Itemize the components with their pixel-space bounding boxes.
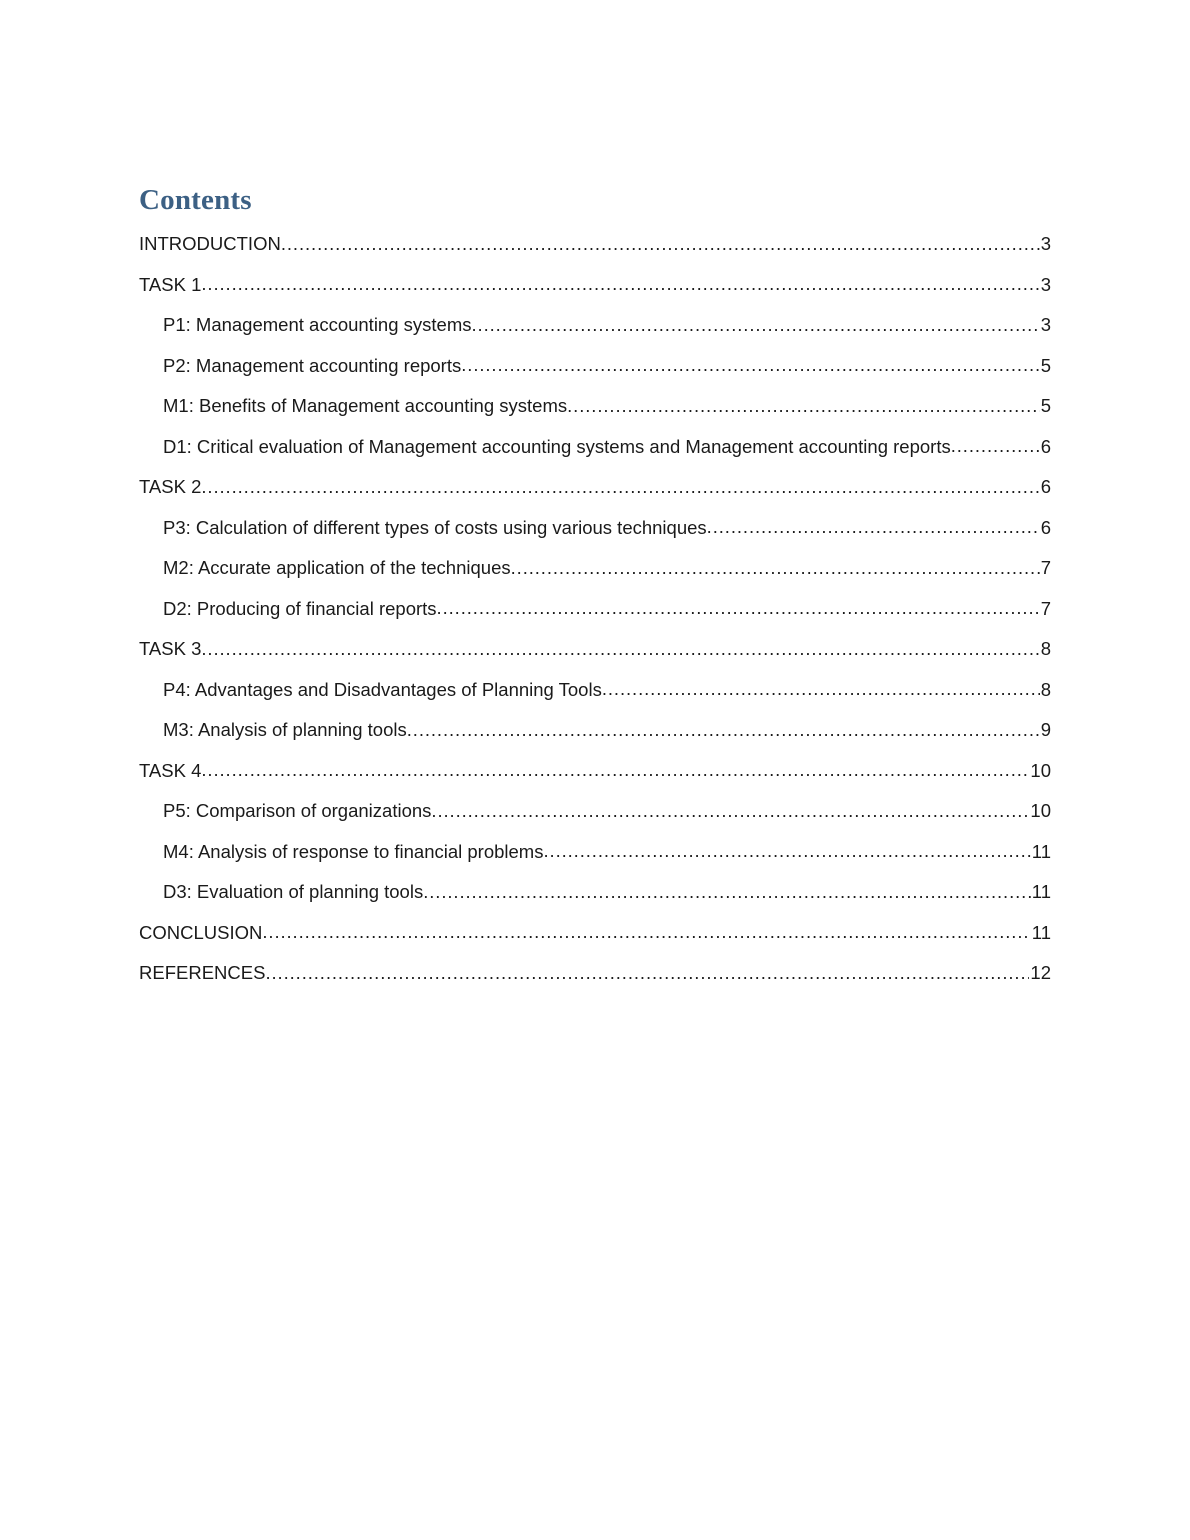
toc-entry-page-number: 11 bbox=[1031, 840, 1051, 862]
toc-entry[interactable] bbox=[139, 669, 1051, 710]
toc-entry[interactable] bbox=[139, 790, 1051, 831]
toc-entry-label: M3: Analysis of planning tools bbox=[163, 719, 407, 740]
toc-entry-page-number: 12 bbox=[1030, 962, 1051, 983]
toc-entry-label: P5: Comparison of organizations bbox=[163, 800, 432, 821]
toc-entry-label: P1: Management accounting systems bbox=[163, 314, 472, 335]
toc-entry-label: P3: Calculation of different types of costs using various techniques bbox=[163, 516, 707, 538]
toc-dot-leader bbox=[602, 677, 1040, 696]
toc-entry-page-number: 11 bbox=[1031, 921, 1051, 943]
toc-entry-label: REFERENCES bbox=[139, 962, 266, 983]
toc-entry-label: M4: Analysis of response to financial problems bbox=[163, 840, 544, 862]
toc-entry-label: D1: Critical evaluation of Management accounting systems and Management accounting reports bbox=[163, 435, 951, 457]
toc-entry-label: D3: Evaluation of planning tools bbox=[163, 881, 424, 902]
toc-entry[interactable] bbox=[139, 466, 1051, 507]
toc-entry-label: P4: Advantages and Disadvantages of Planning Tools bbox=[163, 678, 602, 700]
toc-entry-page-number: 3 bbox=[1040, 273, 1051, 295]
toc-entry-page-number: 11 bbox=[1031, 881, 1051, 902]
toc-entry-page-number: 5 bbox=[1040, 395, 1051, 416]
toc-entry-label: TASK 2 bbox=[139, 476, 202, 497]
toc-dot-leader bbox=[951, 434, 1040, 453]
toc-entry[interactable] bbox=[139, 709, 1051, 750]
toc-entry-label: TASK 4 bbox=[139, 759, 202, 781]
toc-entry[interactable] bbox=[139, 385, 1051, 426]
toc-entry[interactable] bbox=[139, 426, 1051, 467]
toc-dot-leader bbox=[201, 272, 1039, 291]
toc-dot-leader bbox=[437, 596, 1040, 615]
toc-entry-page-number: 6 bbox=[1040, 476, 1051, 497]
toc-dot-leader bbox=[423, 880, 1031, 899]
toc-entry-page-number: 3 bbox=[1040, 233, 1051, 254]
toc-dot-leader bbox=[201, 637, 1039, 656]
toc-dot-leader bbox=[472, 313, 1040, 332]
toc-entry-label: D2: Producing of financial reports bbox=[163, 597, 437, 619]
toc-entry-page-number: 8 bbox=[1040, 638, 1051, 659]
toc-entry[interactable] bbox=[139, 507, 1051, 548]
toc-entry[interactable] bbox=[139, 628, 1051, 669]
toc-entry-page-number: 6 bbox=[1040, 435, 1051, 457]
toc-entry-page-number: 7 bbox=[1040, 597, 1051, 619]
toc-dot-leader bbox=[461, 353, 1039, 372]
toc-entry-page-number: 10 bbox=[1030, 800, 1051, 821]
toc-entry-page-number: 3 bbox=[1040, 314, 1051, 335]
toc-entry-label: P2: Management accounting reports bbox=[163, 354, 462, 376]
toc-entry[interactable] bbox=[139, 831, 1051, 872]
toc-dot-leader bbox=[543, 839, 1030, 858]
toc-entry[interactable] bbox=[139, 223, 1051, 264]
toc-entry-page-number: 5 bbox=[1040, 354, 1051, 376]
toc-dot-leader bbox=[265, 961, 1029, 980]
toc-dot-leader bbox=[281, 232, 1040, 251]
toc-entry[interactable] bbox=[139, 871, 1051, 912]
toc-entry-label: M2: Accurate application of the techniques bbox=[163, 557, 511, 578]
toc-entry-label: CONCLUSION bbox=[139, 921, 263, 943]
toc-dot-leader bbox=[567, 394, 1040, 413]
toc-entry[interactable] bbox=[139, 952, 1051, 993]
toc-entry-label: M1: Benefits of Management accounting systems bbox=[163, 395, 568, 416]
toc-entry-page-number: 7 bbox=[1040, 557, 1051, 578]
toc-entry[interactable] bbox=[139, 547, 1051, 588]
table-of-contents bbox=[139, 183, 1051, 993]
toc-dot-leader bbox=[407, 718, 1040, 737]
toc-entry[interactable] bbox=[139, 345, 1051, 386]
toc-entry[interactable] bbox=[139, 912, 1051, 953]
toc-entry-page-number: 10 bbox=[1030, 759, 1051, 781]
toc-entry[interactable] bbox=[139, 264, 1051, 305]
toc-entry-page-number: 9 bbox=[1040, 719, 1051, 740]
page-title: Contents bbox=[139, 184, 252, 216]
toc-dot-leader bbox=[431, 799, 1029, 818]
toc-entry-page-number: 8 bbox=[1040, 678, 1051, 700]
toc-entry-label: TASK 3 bbox=[139, 638, 202, 659]
toc-dot-leader bbox=[707, 515, 1040, 534]
toc-entry-label: INTRODUCTION bbox=[139, 233, 281, 254]
toc-entry-page-number: 6 bbox=[1040, 516, 1051, 538]
toc-dot-leader bbox=[262, 920, 1030, 939]
toc-entry[interactable] bbox=[139, 750, 1051, 791]
toc-dot-leader bbox=[201, 475, 1039, 494]
toc-dot-leader bbox=[201, 758, 1029, 777]
toc-entry-label: TASK 1 bbox=[139, 273, 202, 295]
toc-dot-leader bbox=[511, 556, 1040, 575]
toc-entry[interactable] bbox=[139, 304, 1051, 345]
toc-entry[interactable] bbox=[139, 588, 1051, 629]
toc-entry-list bbox=[139, 223, 1051, 993]
